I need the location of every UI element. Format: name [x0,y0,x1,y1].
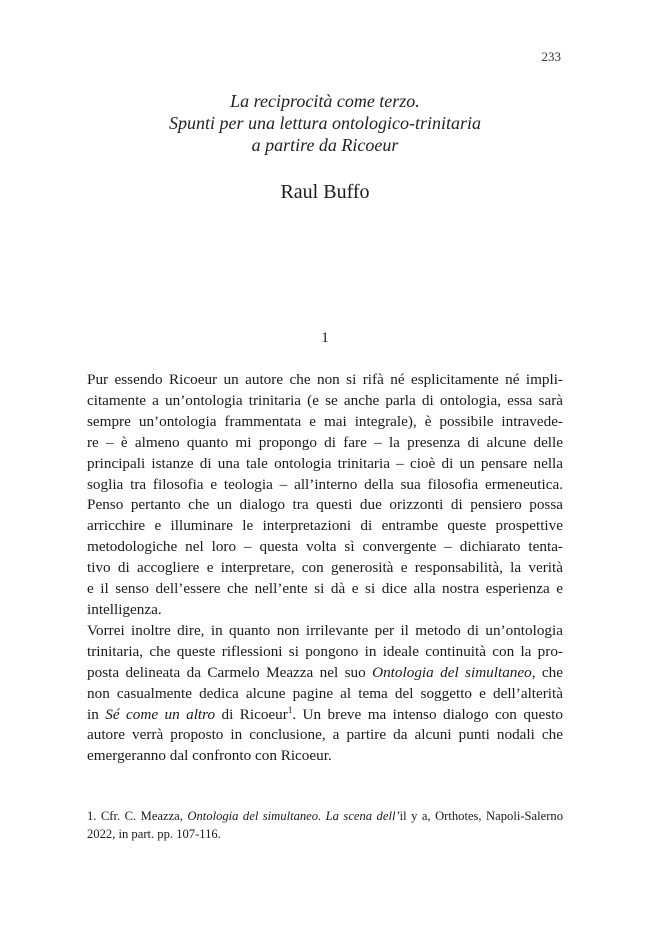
paragraph-line: re – è almeno quanto mi propongo di fare – la presenza di alcune delle [87,433,563,451]
title-line-1: La reciprocità come terzo. [230,91,420,111]
paragraph-line: Pur essendo Ricoeur un autore che non si rifà né esplicitamente né impli- [87,371,563,388]
paragraph-line: intelligenza. [87,600,162,618]
paragraph-line: metodologiche nel loro – questa volta sì convergente – dichiarato tenta- [87,538,563,556]
text-run: di Ricoeur [215,705,288,723]
paragraph-line: Vorrei inoltre dire, in quanto non irrilevante per il metodo di un’ontologia [87,621,563,639]
text-run: , che [531,663,563,681]
footnote-ref[interactable]: 1 [287,704,293,715]
paragraph-line: arricchire e illuminare le interpretazioni di entrambe queste prospettive [87,517,563,535]
paragraph-line: e il senso dell’essere che nell’ente si dà e si dice alla nostra esperienza e [87,580,563,598]
section-number: 1 [321,330,329,346]
title-line-3: a partire da Ricoeur [251,135,399,155]
book-title: Sé come un altro [105,705,216,723]
page-number: 233 [541,49,561,64]
text-run: 1. Cfr. C. Meazza, [87,809,188,823]
text-run: . Un breve ma intenso dialogo con questo [292,705,563,723]
article-title [0,90,650,156]
paragraph-line: citamente a un’ontologia trinitaria (e se anche parla di ontologia, essa sarà [87,391,563,409]
paragraph-2 [87,621,563,767]
paragraph-line: non casualmente dedica alcune pagine al tema del soggetto e dell’alterità [87,684,563,702]
text-run: in [87,705,106,723]
footnote-line [87,807,563,825]
body-text [87,370,563,767]
paragraph-line: emergeranno dal confronto con Ricoeur. [87,747,332,765]
paragraph-line [87,705,563,726]
text-run: posta delineata da Carmelo Meazza nel suo [87,663,373,681]
book-title: Ontologia del simultaneo. La scena dell’ [187,809,400,823]
paragraph-line: soglia tra filosofia e teologia – all’interno della sua filosofia ermeneutica. [87,475,563,493]
paragraph-line: principali istanze di una tale ontologia trinitaria – cioè di un pensare nella [87,454,563,472]
footnote [87,807,563,843]
author-name: Raul Buffo [280,181,370,203]
footnote-line: 2022, in part. pp. 107-116. [87,827,221,841]
paragraph-line [87,663,563,684]
paragraph-line: autore verrà proposto in conclusione, a partire da alcuni punti nodali che [87,726,563,744]
paragraph-line: tivo di accogliere e interpretare, con generosità e responsabilità, la verità [87,559,563,577]
paragraph-line: sempre un’ontologia frammentata e mai integrale), è possibile intravede- [87,412,563,430]
title-line-2: Spunti per una lettura ontologico-trinitaria [169,113,481,133]
paragraph-1 [87,370,563,621]
paragraph-line: Penso pertanto che un dialogo tra questi due orizzonti di pensiero possa [87,496,563,514]
paragraph-line: trinitaria, che queste riflessioni si pongono in ideale continuità con la pro- [87,642,563,660]
book-title: Ontologia del simultaneo [372,663,532,681]
text-run: il y a, Orthotes, Napoli-Salerno [399,809,563,823]
